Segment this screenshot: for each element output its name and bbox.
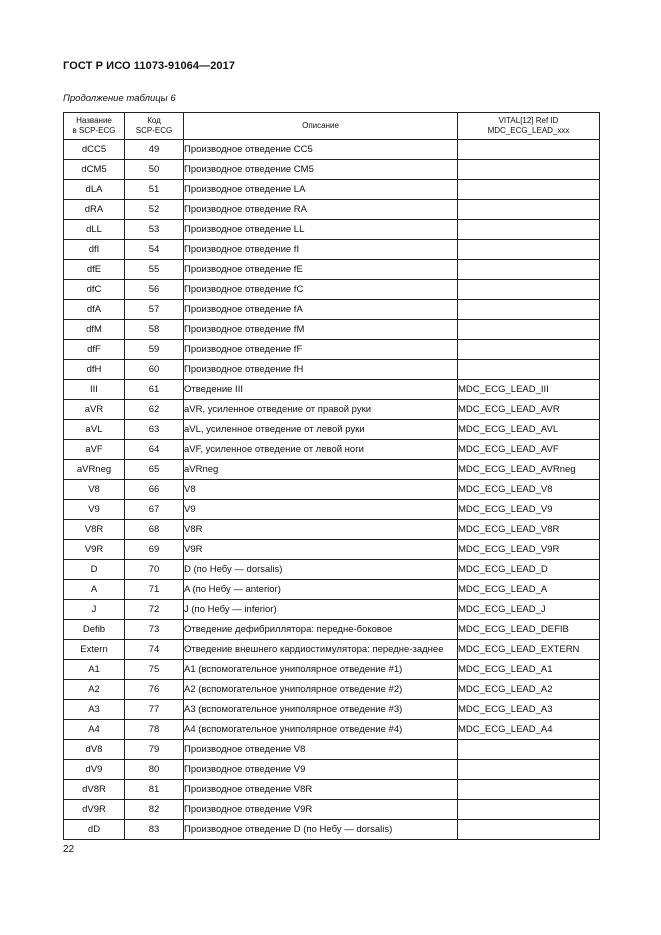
cell-ref-id: MDC_ECG_LEAD_AVR — [458, 400, 600, 420]
table-row — [64, 600, 600, 620]
cell-name: dfH — [64, 360, 125, 380]
cell-name: aVF — [64, 440, 125, 460]
cell-code: 49 — [125, 140, 184, 160]
cell-description: J (по Небу — inferior) — [184, 600, 458, 620]
cell-code: 58 — [125, 320, 184, 340]
cell-name: A4 — [64, 720, 125, 740]
table-row — [64, 740, 600, 760]
cell-code: 67 — [125, 500, 184, 520]
table-row — [64, 420, 600, 440]
cell-ref-id: MDC_ECG_LEAD_V8 — [458, 480, 600, 500]
table-row — [64, 580, 600, 600]
cell-code: 51 — [125, 180, 184, 200]
cell-code: 75 — [125, 660, 184, 680]
cell-name: A1 — [64, 660, 125, 680]
table-body — [64, 140, 600, 840]
cell-name: V9 — [64, 500, 125, 520]
table-row — [64, 200, 600, 220]
table-row — [64, 460, 600, 480]
cell-description: V9R — [184, 540, 458, 560]
cell-ref-id: MDC_ECG_LEAD_J — [458, 600, 600, 620]
cell-code: 76 — [125, 680, 184, 700]
cell-description: Производное отведение CM5 — [184, 160, 458, 180]
cell-name: Extern — [64, 640, 125, 660]
table-row — [64, 180, 600, 200]
table-row — [64, 760, 600, 780]
header-name — [64, 113, 125, 140]
table-row — [64, 400, 600, 420]
cell-code: 73 — [125, 620, 184, 640]
cell-description: Производное отведение fC — [184, 280, 458, 300]
cell-description: Производное отведение RA — [184, 200, 458, 220]
cell-name: dfC — [64, 280, 125, 300]
cell-description: Производное отведение fF — [184, 340, 458, 360]
table-row — [64, 660, 600, 680]
table-row — [64, 540, 600, 560]
cell-description: Отведение внешнего кардиостимулятора: передне-заднее — [184, 640, 458, 660]
cell-name: dfI — [64, 240, 125, 260]
cell-code: 77 — [125, 700, 184, 720]
cell-ref-id: MDC_ECG_LEAD_A2 — [458, 680, 600, 700]
cell-name: dV9 — [64, 760, 125, 780]
cell-ref-id: MDC_ECG_LEAD_A1 — [458, 660, 600, 680]
table-row — [64, 820, 600, 840]
table-row — [64, 380, 600, 400]
header-code — [125, 113, 184, 140]
table-row — [64, 280, 600, 300]
cell-ref-id — [458, 220, 600, 240]
cell-code: 78 — [125, 720, 184, 740]
cell-name: dV8R — [64, 780, 125, 800]
cell-code: 50 — [125, 160, 184, 180]
header-name-line2: в SCP-ECG — [72, 126, 116, 135]
cell-name: dfM — [64, 320, 125, 340]
cell-description: aVF, усиленное отведение от левой ноги — [184, 440, 458, 460]
cell-description: Производное отведение fE — [184, 260, 458, 280]
cell-code: 72 — [125, 600, 184, 620]
header-ref-line1: VITAL[12] Ref ID — [498, 116, 559, 125]
lead-table — [63, 112, 600, 840]
cell-description: Отведение III — [184, 380, 458, 400]
cell-name: V9R — [64, 540, 125, 560]
cell-name: aVR — [64, 400, 125, 420]
cell-description: V9 — [184, 500, 458, 520]
header-ref-id — [458, 113, 600, 140]
cell-ref-id: MDC_ECG_LEAD_III — [458, 380, 600, 400]
cell-ref-id — [458, 820, 600, 840]
cell-name: Defib — [64, 620, 125, 640]
header-description — [184, 113, 458, 140]
cell-name: D — [64, 560, 125, 580]
cell-code: 79 — [125, 740, 184, 760]
table-row — [64, 360, 600, 380]
cell-code: 68 — [125, 520, 184, 540]
cell-description: A3 (вспомогательное униполярное отведение #3) — [184, 700, 458, 720]
header-description-label: Описание — [302, 121, 339, 130]
cell-code: 61 — [125, 380, 184, 400]
table-row — [64, 620, 600, 640]
cell-code: 57 — [125, 300, 184, 320]
cell-code: 74 — [125, 640, 184, 660]
cell-code: 65 — [125, 460, 184, 480]
cell-code: 54 — [125, 240, 184, 260]
cell-ref-id: MDC_ECG_LEAD_DEFIB — [458, 620, 600, 640]
cell-ref-id — [458, 760, 600, 780]
header-code-line2: SCP-ECG — [135, 126, 173, 135]
cell-description: Производное отведение V8 — [184, 740, 458, 760]
cell-description: A1 (вспомогательное униполярное отведение #1) — [184, 660, 458, 680]
header-code-line1: Код — [147, 116, 161, 125]
cell-code: 69 — [125, 540, 184, 560]
cell-ref-id — [458, 280, 600, 300]
cell-code: 71 — [125, 580, 184, 600]
cell-description: Производное отведение V9R — [184, 800, 458, 820]
cell-code: 56 — [125, 280, 184, 300]
cell-name: A3 — [64, 700, 125, 720]
cell-description: Производное отведение fH — [184, 360, 458, 380]
cell-name: dRA — [64, 200, 125, 220]
cell-code: 53 — [125, 220, 184, 240]
cell-description: Производное отведение fM — [184, 320, 458, 340]
cell-description: V8R — [184, 520, 458, 540]
cell-ref-id — [458, 160, 600, 180]
cell-ref-id: MDC_ECG_LEAD_A — [458, 580, 600, 600]
cell-name: dD — [64, 820, 125, 840]
table-row — [64, 220, 600, 240]
cell-code: 81 — [125, 780, 184, 800]
cell-description: Производное отведение fA — [184, 300, 458, 320]
cell-description: Производное отведение CC5 — [184, 140, 458, 160]
cell-ref-id: MDC_ECG_LEAD_AVF — [458, 440, 600, 460]
table-row — [64, 240, 600, 260]
cell-description: Производное отведение D (по Небу — dorsalis) — [184, 820, 458, 840]
table-row — [64, 300, 600, 320]
table-row — [64, 720, 600, 740]
cell-ref-id: MDC_ECG_LEAD_A4 — [458, 720, 600, 740]
cell-ref-id: MDC_ECG_LEAD_V8R — [458, 520, 600, 540]
table-caption: Продолжение таблицы 6 — [63, 93, 176, 104]
cell-name: dfA — [64, 300, 125, 320]
page-number: 22 — [63, 844, 75, 855]
table-row — [64, 480, 600, 500]
cell-description: V8 — [184, 480, 458, 500]
cell-name: dfE — [64, 260, 125, 280]
cell-description: Производное отведение LL — [184, 220, 458, 240]
cell-description: D (по Небу — dorsalis) — [184, 560, 458, 580]
cell-description: Производное отведение V8R — [184, 780, 458, 800]
table-row — [64, 520, 600, 540]
table-row — [64, 500, 600, 520]
cell-ref-id — [458, 800, 600, 820]
cell-ref-id — [458, 240, 600, 260]
table-row — [64, 140, 600, 160]
cell-code: 59 — [125, 340, 184, 360]
cell-code: 66 — [125, 480, 184, 500]
cell-name: aVL — [64, 420, 125, 440]
cell-ref-id: MDC_ECG_LEAD_AVL — [458, 420, 600, 440]
cell-description: aVRneg — [184, 460, 458, 480]
cell-name: dCC5 — [64, 140, 125, 160]
cell-ref-id — [458, 360, 600, 380]
cell-code: 63 — [125, 420, 184, 440]
cell-ref-id: MDC_ECG_LEAD_AVRneg — [458, 460, 600, 480]
cell-name: J — [64, 600, 125, 620]
cell-name: dfF — [64, 340, 125, 360]
cell-name: V8R — [64, 520, 125, 540]
cell-code: 55 — [125, 260, 184, 280]
cell-ref-id — [458, 260, 600, 280]
cell-name: dV9R — [64, 800, 125, 820]
cell-code: 60 — [125, 360, 184, 380]
table-row — [64, 340, 600, 360]
cell-description: Производное отведение V9 — [184, 760, 458, 780]
cell-description: A4 (вспомогательное униполярное отведение #4) — [184, 720, 458, 740]
cell-code: 52 — [125, 200, 184, 220]
cell-description: Производное отведение LA — [184, 180, 458, 200]
cell-ref-id: MDC_ECG_LEAD_V9R — [458, 540, 600, 560]
cell-ref-id — [458, 300, 600, 320]
table-row — [64, 320, 600, 340]
cell-name: A — [64, 580, 125, 600]
cell-ref-id — [458, 140, 600, 160]
cell-ref-id — [458, 320, 600, 340]
table-row — [64, 800, 600, 820]
cell-description: A (по Небу — anterior) — [184, 580, 458, 600]
cell-ref-id — [458, 780, 600, 800]
cell-description: aVL, усиленное отведение от левой руки — [184, 420, 458, 440]
cell-name: dV8 — [64, 740, 125, 760]
cell-code: 70 — [125, 560, 184, 580]
cell-description: aVR, усиленное отведение от правой руки — [184, 400, 458, 420]
cell-name: A2 — [64, 680, 125, 700]
table-row — [64, 160, 600, 180]
table-row — [64, 560, 600, 580]
cell-name: aVRneg — [64, 460, 125, 480]
cell-description: Производное отведение fI — [184, 240, 458, 260]
table-row — [64, 260, 600, 280]
cell-code: 64 — [125, 440, 184, 460]
cell-ref-id — [458, 200, 600, 220]
cell-name: III — [64, 380, 125, 400]
cell-ref-id — [458, 740, 600, 760]
header-ref-line2: MDC_ECG_LEAD_xxx — [487, 126, 570, 135]
cell-ref-id: MDC_ECG_LEAD_D — [458, 560, 600, 580]
cell-name: dCM5 — [64, 160, 125, 180]
cell-description: Отведение дефибриллятора: передне-боковое — [184, 620, 458, 640]
cell-code: 62 — [125, 400, 184, 420]
cell-code: 80 — [125, 760, 184, 780]
cell-name: dLA — [64, 180, 125, 200]
document-title: ГОСТ Р ИСО 11073-91064—2017 — [63, 60, 236, 72]
cell-ref-id: MDC_ECG_LEAD_A3 — [458, 700, 600, 720]
table-row — [64, 640, 600, 660]
header-name-line1: Название — [76, 116, 112, 125]
cell-description: A2 (вспомогательное униполярное отведение #2) — [184, 680, 458, 700]
cell-name: dLL — [64, 220, 125, 240]
table-header-row — [64, 113, 600, 140]
cell-ref-id — [458, 180, 600, 200]
table-row — [64, 440, 600, 460]
cell-code: 83 — [125, 820, 184, 840]
cell-name: V8 — [64, 480, 125, 500]
cell-ref-id — [458, 340, 600, 360]
table-row — [64, 680, 600, 700]
cell-ref-id: MDC_ECG_LEAD_V9 — [458, 500, 600, 520]
cell-code: 82 — [125, 800, 184, 820]
table-row — [64, 780, 600, 800]
table-row — [64, 700, 600, 720]
cell-ref-id: MDC_ECG_LEAD_EXTERN — [458, 640, 600, 660]
